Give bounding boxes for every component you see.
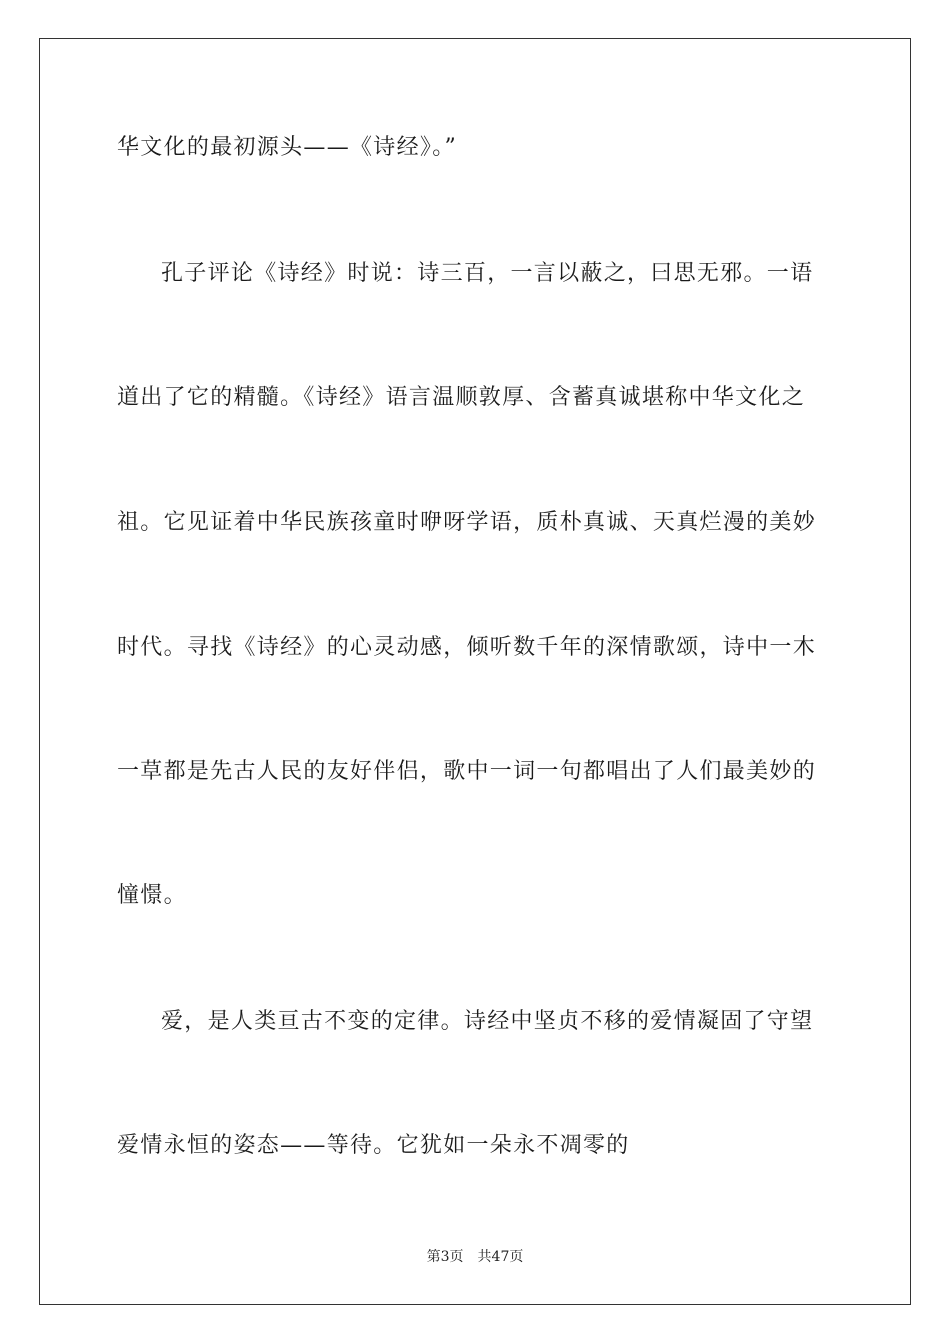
page-number: 第3页 bbox=[426, 1249, 464, 1265]
text-line-2: 孔子评论《诗经》时说：诗三百，一言以蔽之，曰思无邪。一语 bbox=[161, 261, 814, 286]
text-line-9: 爱情永恒的姿态——等待。它犹如一朵永不凋零的 bbox=[117, 1133, 630, 1158]
text-line-7: 憧憬。 bbox=[117, 883, 187, 908]
page-footer bbox=[0, 1247, 950, 1267]
page-border bbox=[39, 38, 911, 1305]
text-line-6: 一草都是先古人民的友好伴侣，歌中一词一句都唱出了人们最美妙的 bbox=[117, 759, 817, 784]
text-line-8: 爱，是人类亘古不变的定律。诗经中坚贞不移的爱情凝固了守望 bbox=[161, 1009, 814, 1034]
page-total: 共47页 bbox=[477, 1249, 524, 1265]
text-line-4: 祖。它见证着中华民族孩童时咿呀学语，质朴真诚、天真烂漫的美妙 bbox=[117, 510, 817, 535]
text-line-1: 华文化的最初源头——《诗经》。” bbox=[117, 135, 458, 160]
text-line-3: 道出了它的精髓。《诗经》语言温顺敦厚、含蓄真诚堪称中华文化之 bbox=[117, 385, 806, 410]
text-line-5: 时代。寻找《诗经》的心灵动感，倾听数千年的深情歌颂，诗中一木 bbox=[117, 635, 817, 660]
